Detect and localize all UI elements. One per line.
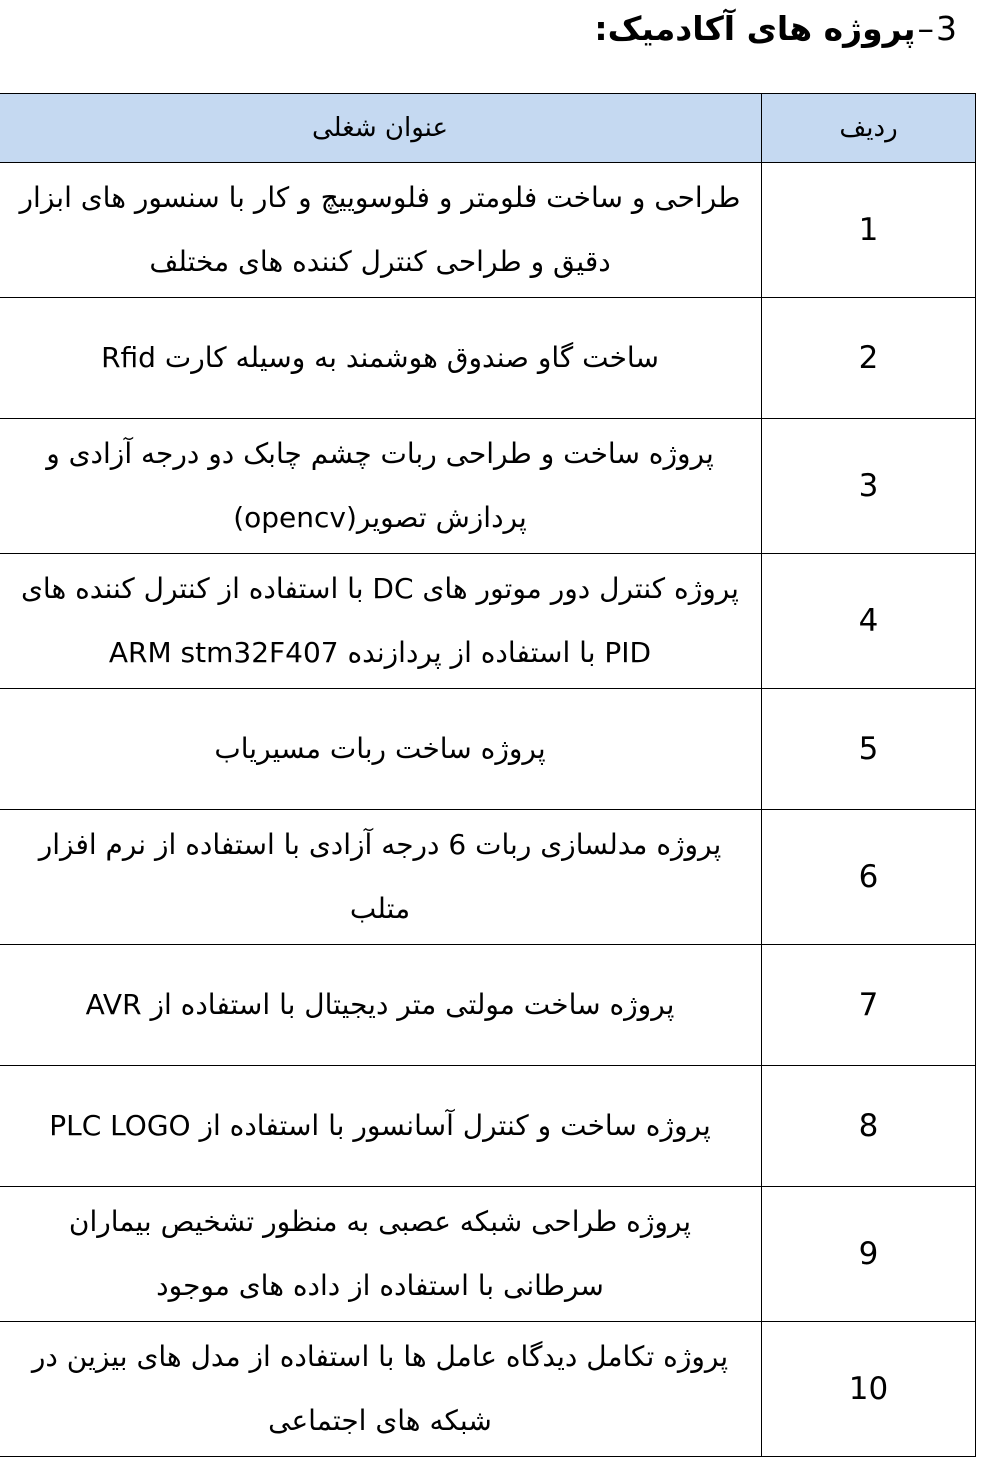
project-title-cell: پروژه ساخت و کنترل آسانسور با استفاده از PLC LOGO xyxy=(0,1066,762,1187)
table-row xyxy=(0,810,976,945)
table-row xyxy=(0,554,976,689)
row-number-cell: 2 xyxy=(762,298,976,419)
row-number-cell: 8 xyxy=(762,1066,976,1187)
table-row xyxy=(0,1187,976,1322)
project-title-cell: پروژه مدلسازی ربات 6 درجه آزادی با استفاده از نرم افزار متلب xyxy=(0,810,762,945)
row-number-cell: 1 xyxy=(762,163,976,298)
projects-table xyxy=(0,93,976,1457)
table-row xyxy=(0,1066,976,1187)
table-row xyxy=(0,945,976,1066)
table-row xyxy=(0,1322,976,1457)
row-number-cell: 4 xyxy=(762,554,976,689)
project-title-cell: پروژه ساخت و طراحی ربات چشم چابک دو درجه آزادی و پردازش تصویر(opencv) xyxy=(0,419,762,554)
row-number-cell: 5 xyxy=(762,689,976,810)
header-title: عنوان شغلی xyxy=(0,94,762,163)
section-dash: – xyxy=(917,8,934,48)
table-row xyxy=(0,298,976,419)
project-title-cell: طراحی و ساخت فلومتر و فلوسوییچ و کار با سنسور های ابزار دقیق و طراحی کنترل کننده های مختلف xyxy=(0,163,762,298)
row-number-cell: 9 xyxy=(762,1187,976,1322)
project-title-cell: پروژه تکامل دیدگاه عامل ها با استفاده از مدل های بیزین در شبکه های اجتماعی xyxy=(0,1322,762,1457)
header-row-number: ردیف xyxy=(762,94,976,163)
project-title-cell: پروژه ساخت ربات مسیریاب xyxy=(0,689,762,810)
table-row xyxy=(0,689,976,810)
project-title-cell: پروژه ساخت مولتی متر دیجیتال با استفاده از AVR xyxy=(0,945,762,1066)
section-title: پروژه های آکادمیک: xyxy=(594,8,916,48)
row-number-cell: 3 xyxy=(762,419,976,554)
row-number-cell: 7 xyxy=(762,945,976,1066)
table-row xyxy=(0,163,976,298)
project-title-cell: پروژه کنترل دور موتور های DC با استفاده از کنترل کننده های PID با استفاده از پردازنده ARM stm32F407 xyxy=(0,554,762,689)
row-number-cell: 6 xyxy=(762,810,976,945)
project-title-cell: ساخت گاو صندوق هوشمند به وسیله کارت Rfid xyxy=(0,298,762,419)
table-header-row xyxy=(0,94,976,163)
project-title-cell: پروژه طراحی شبکه عصبی به منظور تشخیص بیماران سرطانی با استفاده از داده های موجود xyxy=(0,1187,762,1322)
table-row xyxy=(0,419,976,554)
section-heading xyxy=(594,0,957,56)
section-number: 3 xyxy=(936,8,957,48)
row-number-cell: 10 xyxy=(762,1322,976,1457)
